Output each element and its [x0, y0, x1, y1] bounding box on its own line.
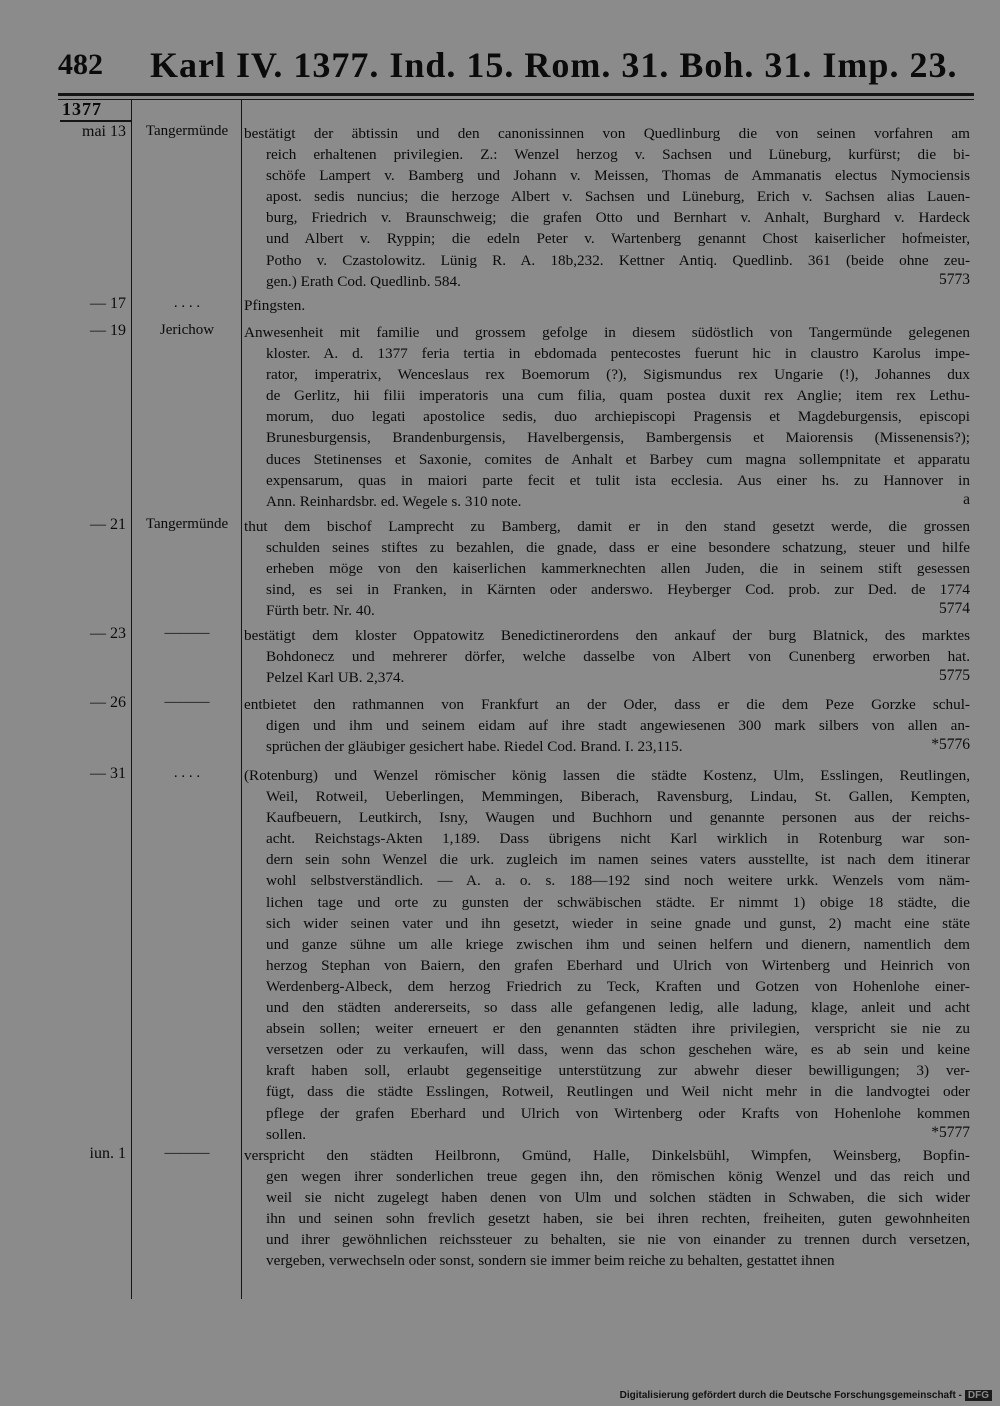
entry-text: [244, 765, 970, 1145]
entry-date: iun. 1: [89, 1145, 126, 1162]
entry-text-line: ihn und seinen sohn frevlich gesetzt haben, sie bei ihren rechten, freiheiten, guten gewohnheiten: [266, 1210, 970, 1228]
running-title: Karl IV. 1377. Ind. 15. Rom. 31. Boh. 31. Imp. 23.: [150, 45, 958, 85]
dfg-logo: DFG: [965, 1390, 992, 1401]
entry-text-line: (Rotenburg) und Wenzel römischer könig lassen die städte Kostenz, Ulm, Esslingen, Reutlingen,: [244, 767, 970, 784]
entry-text-line: schulden seines stiftes zu bezahlen, die gnade, dass er eine besondere schatzung, steuer und hilfe: [266, 539, 970, 557]
entry-text: [244, 625, 970, 688]
entry-text-line: und ganze sühne um alle kriege zwischen ihm und seinen helfern und dienern, namentlich dem: [266, 935, 970, 953]
entry-text-line: und ihrer gewöhnlichen reichssteuer zu behalten, sie nie von einander zu trennen durch versetzen,: [266, 1231, 970, 1249]
year-label: 1377: [62, 99, 102, 119]
entry-text-line: fügt, dass die städte Esslingen, Rotweil, Reutlingen und Weil nicht mehr in die landvogtei oder: [266, 1083, 970, 1101]
entry-text-line: und den städten andererseits, so dass alle gefangenen ledig, alle ladung, klage, anleit und acht: [266, 999, 970, 1017]
entry-text-line: und Albert v. Ryppin; die edeln Peter v. Wartenberg genannt Chost kaiserlicher hofmeister,: [266, 230, 970, 248]
entry-text-line: Pelzel Karl UB. 2,374.: [266, 669, 405, 687]
entry-text-line: sich wider seinen vater und ihn gesetzt, wieder in seine gnade und gunst, 2) macht eine stäte: [266, 914, 970, 932]
entry-text-line: gen.) Erath Cod. Quedlinb. 584.: [266, 272, 461, 290]
entry-text-line: Weil, Rotweil, Ueberlingen, Memmingen, Biberach, Ravensburg, Lindau, St. Gallen, Kempten,: [266, 788, 970, 806]
year-underline: [60, 120, 131, 122]
entry-date: — 17: [90, 295, 126, 312]
entry-date: — 19: [90, 322, 126, 339]
entry-text-line: Fürth betr. Nr. 40.: [266, 602, 375, 620]
footer: [620, 1390, 992, 1401]
entry-text-line: schöfe Lampert v. Bamberg und Johann v. Meissen, Thomas de Ammanatis electus Nymociensis: [266, 167, 970, 185]
entry-date: — 23: [90, 625, 126, 642]
entry-text-line: gen wegen ihrer sonderlichen treue gegen ihn, den römischen könig Wenzel und das reich und: [266, 1168, 970, 1186]
page-number: 482: [58, 48, 103, 81]
entry-text-line: de Gerlitz, hii filii imperatoris una cum filia, quam postea duxit rex Anglie; item rex Lethu-: [266, 387, 970, 405]
entry-text-line: reich erhaltenen privilegien. Z.: Wenzel herzog v. Sachsen und Lüneburg, kurfürst; die bi-: [266, 146, 970, 164]
entry-place: ———: [164, 1145, 210, 1161]
entry-place: . . . .: [173, 295, 201, 311]
entry-place: ———: [164, 625, 210, 641]
entry-text: [244, 322, 970, 512]
entry-text-line: burg, Friedrich v. Braunschweig; die grafen Otto und Bernhart v. Anhalt, Burghard v. Hardeck: [266, 209, 970, 227]
entry-text-line: digen und ihm und seinem eidam auf ihre stadt angewiesenen 300 mark silbers von allen an-: [266, 717, 970, 735]
entry-number: a: [963, 490, 970, 508]
entry-text-line: pflege der grafen Eberhard und Ulrich von Wirtenberg oder Krafts von Hohenlohe kommen: [266, 1104, 970, 1122]
entry-date: — 21: [90, 516, 126, 533]
entry-date: mai 13: [82, 123, 126, 140]
entry-text-line: morum, duo legati apostolice sedis, duo archiepiscopi Pragensis et Magdeburgensis, episcopi: [266, 408, 970, 426]
entry-text-line: vergeben, verwechseln oder sonst, sondern sie immer beim reiche zu behalten, gestattet ihnen: [266, 1252, 835, 1270]
entry-text-line: Ann. Reinhardsbr. ed. Wegele s. 310 note.: [266, 492, 522, 510]
entry-number: *5776: [931, 736, 970, 754]
entry-text-line: duces Stetinenses et Saxonie, comites de Anhalt et Barbey cum magna sollempnitate et apparatu: [266, 450, 970, 468]
header-rule-thick: [58, 93, 974, 96]
entry-text-line: dern sein sohn Wenzel die urk. zugleich im namen seines vaters ausstellte, ist nach dem itinerar: [266, 851, 970, 869]
entry-text: [244, 694, 970, 757]
entry-text-line: kloster. A. d. 1377 feria tertia in ebdomada pentecostes fuerunt hic in claustro Karolus impe-: [266, 345, 970, 363]
entry-place: ———: [164, 694, 210, 710]
entry-number: *5777: [931, 1123, 970, 1141]
entry-text-line: Pfingsten.: [244, 297, 306, 314]
entry-text-line: Werdenberg-Albeck, dem herzog Friedrich zu Teck, Kraften und Gotzen von Hohenlohe einer-: [266, 977, 970, 995]
entry-text-line: bestätigt dem kloster Oppatowitz Benedictinerordens den ankauf der burg Blatnick, des marktes: [244, 627, 970, 644]
entry-text-line: sind, es sei in Franken, in Kärnten oder anderswo. Heyberger Cod. prob. zur Ded. de 1774: [266, 581, 970, 599]
entry-text-line: wohl selbstverständlich. — A. a. o. s. 188—192 sind noch weitere urkk. Wenzels vom näm-: [266, 872, 970, 890]
entry-place: Tangermünde: [145, 516, 229, 532]
entry-text-line: sprüchen der gläubiger gesichert habe. Riedel Cod. Brand. I. 23,115.: [266, 738, 683, 756]
entry-text-line: herzog Stephan von Baiern, den grafen Eberhard und Ulrich von Wirtenberg und Heinrich von: [266, 956, 970, 974]
entry-place: . . . .: [173, 765, 201, 781]
header-rule-thin: [58, 99, 974, 100]
entry-text-line: Anwesenheit mit familie und grossem gefolge in diesem südöstlich von Tangermünde gelegenen: [244, 324, 970, 341]
entry-text-line: Potho v. Czastolowitz. Lünig R. A. 18b,232. Kettner Antiq. Quedlinb. 361 (beide ohne zeu-: [266, 251, 970, 269]
entry-text-line: bestätigt der äbtissin und den canonissinnen von Quedlinburg die von seinen vorfahren am: [244, 125, 970, 142]
entry-text-line: rator, imperatrix, Wenceslaus rex Boemorum (?), Sigismundus rex Ungarie (!), Johannes dux: [266, 366, 970, 384]
entry-text-line: weil sie nicht zugelegt haben denen von Ulm und solchen städten in Schwaben, die sich wider: [266, 1189, 970, 1207]
entry-text-line: Brunesburgensis, Brandenburgensis, Havelbergensis, Bambergensis et Maiorensis (Missenensis?);: [266, 429, 970, 447]
page-header: [58, 44, 978, 88]
footer-text: Digitalisierung gefördert durch die Deutsche Forschungsgemeinschaft -: [619, 1390, 962, 1401]
entry-date: — 26: [90, 694, 126, 711]
entry-text-line: thut dem bischof Lamprecht zu Bamberg, damit er in den stand gesetzt werde, die grossen: [244, 518, 970, 535]
entry-text-line: sollen.: [266, 1125, 307, 1143]
entry-number: 5774: [939, 600, 970, 618]
entry-text-line: erheben möge von den kaiserlichen kammerknechten allen Juden, die in seinem stift gesessen: [266, 560, 970, 578]
entry-text: [244, 295, 970, 316]
entry-place: Tangermünde: [145, 123, 229, 139]
entry-text-line: lichen tage und orte zu gunsten der schwäbischen städte. Er nimmt 1) obige 18 städte, die: [266, 893, 970, 911]
entry-text: [244, 1145, 970, 1272]
entry-text-line: apost. sedis nuncius; die herzoge Albert v. Sachsen und Lüneburg, Erich v. Sachsen alias Lauen-: [266, 188, 970, 206]
place-column-rule: [241, 99, 242, 1299]
date-column-rule: [131, 99, 132, 1299]
entry-text: [244, 516, 970, 621]
entry-text-line: Bohdonecz und mehrerer dörfer, welche dasselbe von Albert von Cunenberg erworben hat.: [266, 648, 970, 666]
entry-date: — 31: [90, 765, 126, 782]
entry-place: Jerichow: [159, 322, 215, 338]
entry-text: [244, 123, 970, 292]
entry-number: 5773: [939, 270, 970, 288]
entry-text-line: verspricht den städten Heilbronn, Gmünd, Halle, Dinkelsbühl, Wimpfen, Weinsberg, Bopfin-: [244, 1147, 970, 1164]
entry-text-line: versetzen oder zu verkaufen, will dass, wenn das schon geschehen wäre, es ab sein und keine: [266, 1041, 970, 1059]
entry-text-line: expensarum, quas in maiori parte fecit et tulit ista ecclesia. Aus einer hs. zu Hannover in: [266, 471, 970, 489]
entry-text-line: entbietet den rathmannen von Frankfurt an der Oder, dass er die dem Peze Gorzke schul-: [244, 696, 970, 713]
entry-text-line: acht. Reichstags-Akten 1,189. Dass übrigens nicht Karl wirklich in Rotenburg war son-: [266, 830, 970, 848]
entry-text-line: absein sollen; weiter erneuert er den genannten städten ihre privilegien, verspricht sie nie zu: [266, 1020, 970, 1038]
entry-number: 5775: [939, 667, 970, 685]
entry-text-line: kraft haben soll, erlaubt gegenseitige unterstützung zur abwehr dieser bewilligungen; 3) ver-: [266, 1062, 970, 1080]
entry-text-line: Kaufbeuern, Leutkirch, Isny, Waugen und Buchhorn und genannte personen aus der reichs-: [266, 809, 970, 827]
